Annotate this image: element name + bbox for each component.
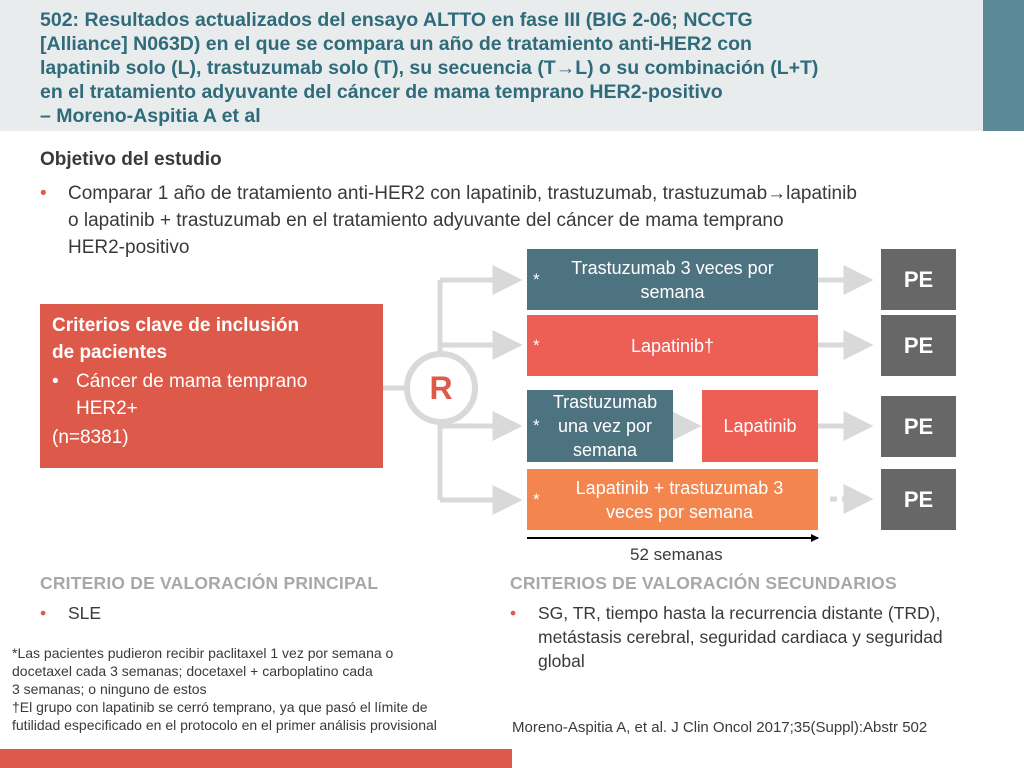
objective-line: o lapatinib + trastuzumab en el tratamiento adyuvante del cáncer de mama temprano: [68, 210, 784, 231]
secondary-line: global: [538, 651, 585, 671]
arm-label-line: semana: [640, 281, 705, 302]
arm-sequence-trastuzumab: [527, 390, 673, 462]
footnote-line: 3 semanas; o ninguno de estos: [12, 681, 207, 697]
arm-footnote-marker: *: [533, 489, 540, 509]
arm-combination: [527, 469, 818, 530]
inclusion-heading-line: de pacientes: [52, 342, 168, 363]
secondary-line: SG, TR, tiempo hasta la recurrencia distante (TRD),: [538, 603, 941, 623]
arm-footnote-marker: *: [533, 269, 540, 289]
footnote-line: *Las pacientes pudieron recibir paclitaxel 1 vez por semana o: [12, 645, 394, 661]
objective-line: HER2-positivo: [68, 237, 190, 258]
inclusion-bullet-line: Cáncer de mama temprano: [76, 371, 308, 392]
inclusion-bullet-line: HER2+: [76, 398, 138, 419]
arm-trastuzumab: [527, 249, 818, 310]
arm-label-line: Lapatinib†: [630, 335, 715, 356]
bullet-dot-icon: •: [52, 371, 59, 392]
inclusion-bullet: [52, 368, 371, 422]
arm-label-line: una vez por: [557, 416, 653, 436]
arm-lapatinib: [527, 315, 818, 376]
primary-endpoint-title: CRITERIO DE VALORACIÓN PRINCIPAL: [40, 573, 379, 593]
pe-box-arm-3: PE: [881, 396, 956, 457]
arm-label-line: Lapatinib + trastuzumab 3: [575, 477, 784, 498]
footnote-line: docetaxel cada 3 semanas; docetaxel + carboplatino cada: [12, 663, 373, 679]
primary-endpoint-item: SLE: [68, 603, 102, 623]
pe-box-arm-1: PE: [881, 249, 956, 310]
footnote-line: †El grupo con lapatinib se cerró temprano, ya que pasó el límite de: [12, 699, 428, 715]
arm-label-line: Trastuzumab: [552, 392, 658, 412]
title-line: en el tratamiento adyuvante del cáncer de mama temprano HER2-positivo: [40, 81, 723, 103]
secondary-endpoints-bullet: [510, 601, 1010, 673]
footnotes: [12, 644, 507, 734]
arm-label-line: semana: [572, 440, 638, 460]
bullet-dot-icon: •: [510, 603, 517, 623]
patient-count: (n=8381): [52, 427, 129, 448]
timeline-label: 52 semanas: [630, 545, 723, 564]
citation: Moreno-Aspitia A, et al. J Clin Oncol 2017;35(Suppl):Abstr 502: [512, 719, 928, 736]
arm-sequence-lapatinib: Lapatinib: [702, 390, 818, 462]
secondary-line: metástasis cerebral, seguridad cardiaca y seguridad: [538, 627, 943, 647]
arm-label-line: Trastuzumab 3 veces por: [571, 257, 774, 278]
primary-endpoint-bullet: [40, 601, 460, 625]
bottom-accent-bar: [0, 749, 512, 768]
inclusion-heading-line: Criterios clave de inclusión: [52, 315, 300, 336]
arm-label-line: veces por semana: [605, 501, 754, 522]
randomization-node: R: [404, 351, 478, 425]
title-line: – Moreno-Aspitia A et al: [40, 105, 261, 127]
bullet-dot-icon: •: [40, 183, 47, 204]
pe-box-arm-4: PE: [881, 469, 956, 530]
arm-footnote-marker: *: [533, 335, 540, 355]
footnote-line: futilidad especificado en el protocolo en el primer análisis provisional: [12, 717, 437, 733]
secondary-endpoints-title: CRITERIOS DE VALORACIÓN SECUNDARIOS: [510, 573, 897, 593]
title-line: 502: Resultados actualizados del ensayo ALTTO en fase III (BIG 2-06; NCCTG: [40, 9, 753, 31]
pe-box-arm-2: PE: [881, 315, 956, 376]
title-line: [Alliance] N063D) en el que se compara un año de tratamiento anti-HER2 con: [40, 33, 752, 55]
objective-heading: Objetivo del estudio: [40, 149, 222, 170]
title-line: lapatinib solo (L), trastuzumab solo (T), su secuencia (T→L) o su combinación (L+T): [40, 57, 819, 79]
bullet-dot-icon: •: [40, 603, 47, 623]
inclusion-heading: [52, 312, 371, 366]
inclusion-criteria-box: [40, 304, 383, 468]
arm-footnote-marker: *: [533, 416, 540, 435]
objective-line: Comparar 1 año de tratamiento anti-HER2 con lapatinib, trastuzumab, trastuzumab→lapatinib: [68, 183, 857, 204]
